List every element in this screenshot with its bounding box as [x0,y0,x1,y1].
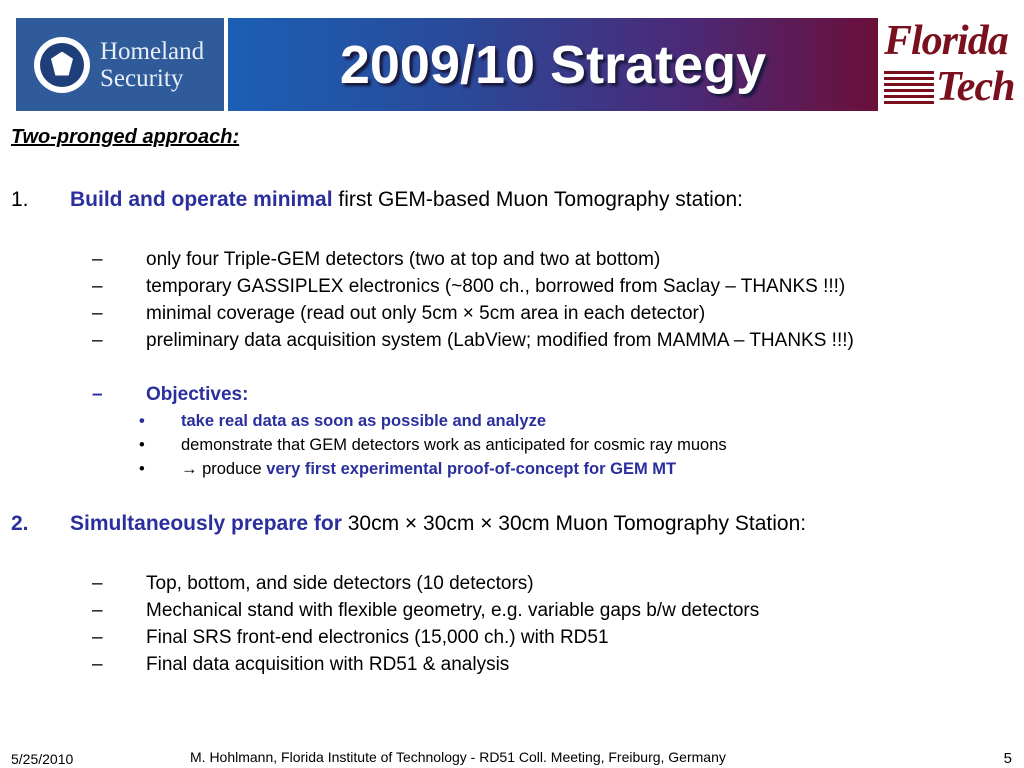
list-item-text: preliminary data acquisition system (LabView; modified from MAMMA – THANKS !!!) [146,330,854,351]
objective-text [181,436,727,455]
list-item-text: Final SRS front-end electronics (15,000 ch.) with RD51 [146,627,609,648]
objective-highlight: take real data as soon as possible and analyze [181,412,546,430]
item-text [70,512,806,536]
ft-logo-line1: Florida [884,18,1008,64]
footer-date: 5/25/2010 [11,751,74,767]
dash-marker: – [92,627,103,648]
dash-marker: – [92,303,103,324]
florida-tech-logo [880,18,1015,111]
item-rest: 30cm × 30cm × 30cm Muon Tomography Station: [341,512,807,535]
dash-marker: – [92,249,103,270]
bullet-marker: • [139,412,145,430]
dhs-logo-line1: Homeland [100,37,205,65]
list-item-text: Mechanical stand with flexible geometry, e.g. variable gaps b/w detectors [146,600,760,621]
item-number: 2. [11,512,29,535]
slide-header [0,0,1024,118]
dhs-logo-line2: Security [100,64,184,92]
ft-logo-line2: Tech [936,64,1015,110]
objectives-label: Objectives: [146,384,249,405]
objective-plain: demonstrate that GEM detectors work as anticipated for cosmic ray muons [181,436,727,454]
list-item-text: Final data acquisition with RD51 & analysis [146,654,510,675]
list-item-text: only four Triple-GEM detectors (two at top and two at bottom) [146,249,661,270]
dhs-seal-icon [34,37,90,93]
objective-plain: → produce [181,460,267,478]
item-number: 1. [11,188,29,211]
objective-highlight: very first experimental proof-of-concept for GEM MT [266,460,677,478]
bullet-marker: • [139,436,145,454]
slide-footer [0,746,1024,768]
item-highlight: Simultaneously prepare for [70,512,342,535]
dash-marker: – [92,600,103,621]
list-item-text: temporary GASSIPLEX electronics (~800 ch., borrowed from Saclay – THANKS !!!) [146,276,846,297]
slide-title: 2009/10 Strategy [339,34,767,95]
dash-marker: – [92,330,103,351]
florida-tech-stripes-icon [884,70,934,104]
bullet-marker: • [139,460,145,478]
item-highlight: Build and operate minimal [70,188,333,211]
dash-marker: – [92,276,103,297]
dash-marker: – [92,654,103,675]
dash-marker: – [92,573,103,594]
footer-credit: M. Hohlmann, Florida Institute of Technology - RD51 Coll. Meeting, Freiburg, Germany [190,749,726,765]
section-subtitle: Two-pronged approach: [11,126,240,148]
list-item-text: minimal coverage (read out only 5cm × 5cm area in each detector) [146,303,706,324]
homeland-security-logo [16,18,224,111]
objective-text [181,412,546,431]
objective-text [181,460,676,479]
title-bar [228,18,878,111]
item-rest: first GEM-based Muon Tomography station: [332,188,744,211]
item-text [70,188,743,212]
page-number: 5 [1003,750,1012,767]
dhs-logo-text [100,38,204,92]
dash-marker: – [92,384,103,405]
list-item-text: Top, bottom, and side detectors (10 detectors) [146,573,534,594]
